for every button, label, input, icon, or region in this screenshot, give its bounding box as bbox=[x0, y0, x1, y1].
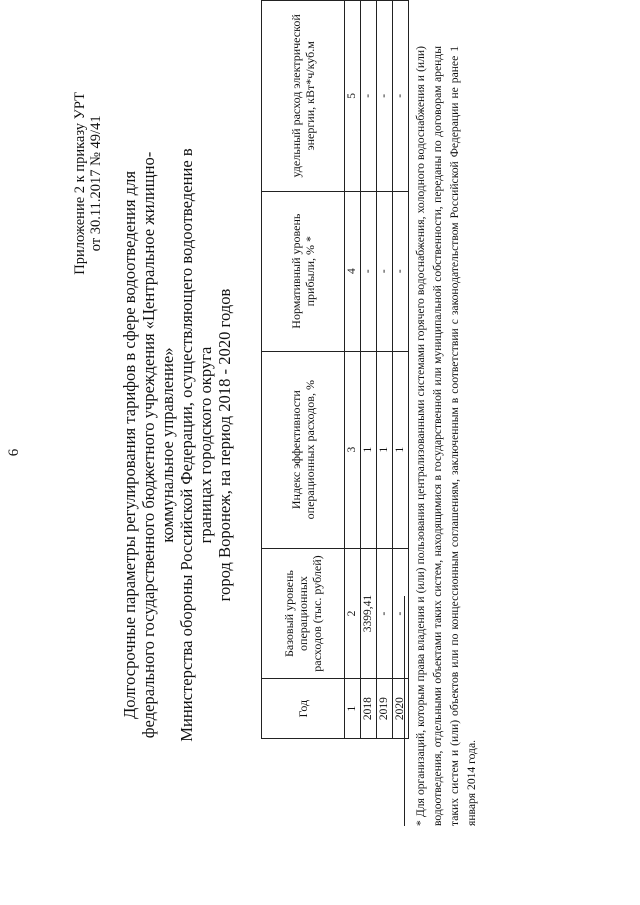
table-header-row bbox=[262, 1, 345, 739]
heading-line-4: город Воронеж, на период 2018 - 2020 годов bbox=[215, 288, 234, 602]
footnote-text: * Для организаций, которым права владения и (или) пользования централизованными системами горячего водоснабжения, холодного водоснабжения и (или) водоотведения, отдельными объектами таких систем, находящимися в государственной или муниципальной собственности, переданы по договорам аренды таких систем и (или) объектов или по концессионным соглашениям, заключенным в соответствии с законодательством Российской Федерации не ранее 1 января 2014 года. bbox=[414, 46, 478, 826]
header-year: Год bbox=[262, 679, 345, 739]
table-cell: 2020 bbox=[393, 679, 409, 739]
table-cell: - bbox=[393, 191, 409, 351]
table-cell: 1 bbox=[345, 679, 361, 739]
table-cell: 1 bbox=[393, 351, 409, 548]
appendix-reference bbox=[72, 92, 104, 275]
document-heading bbox=[120, 125, 234, 765]
table-cell: - bbox=[361, 191, 377, 351]
header-efficiency-index: Индекс эффективности операционных расходов, % bbox=[262, 351, 345, 548]
appendix-line-2: от 30.11.2017 № 49/41 bbox=[88, 115, 104, 252]
table-cell: 4 bbox=[345, 191, 361, 351]
table-cell: - bbox=[377, 191, 393, 351]
table-cell: - bbox=[377, 548, 393, 679]
heading-line-2: федерального государственного бюджетного учреждения «Центральное жилищно-коммунальное управление» bbox=[139, 151, 177, 739]
table-cell: 1 bbox=[361, 351, 377, 548]
table-cell: 3399,41 bbox=[361, 548, 377, 679]
table-cell: 1 bbox=[377, 351, 393, 548]
heading-line-3: Министерства обороны Российской Федерации, осуществляющего водоотведение в границах городского округа bbox=[177, 148, 215, 742]
table-row bbox=[361, 1, 377, 739]
header-energy-consumption: удельный расход электрической энергии, кВт*ч/куб.м bbox=[262, 1, 345, 192]
footnote-separator bbox=[404, 596, 405, 826]
table-cell: - bbox=[393, 1, 409, 192]
table-row bbox=[377, 1, 393, 739]
table-cell: - bbox=[361, 1, 377, 192]
header-profit-level: Нормативный уровень прибыли, % * bbox=[262, 191, 345, 351]
table-cell: 2019 bbox=[377, 679, 393, 739]
table-cell: 2018 bbox=[361, 679, 377, 739]
heading-line-1: Долгосрочные параметры регулирования тарифов в сфере водоотведения для bbox=[120, 170, 139, 720]
table-cell: - bbox=[377, 1, 393, 192]
table-cell: - bbox=[393, 548, 409, 679]
tariff-parameters-table bbox=[261, 0, 409, 739]
header-base-opex: Базовый уровень операционных расходов (тыс. рублей) bbox=[262, 548, 345, 679]
table-cell: 2 bbox=[345, 548, 361, 679]
table-cell: 3 bbox=[345, 351, 361, 548]
table-row bbox=[345, 1, 361, 739]
table-row bbox=[393, 1, 409, 739]
page-number: 6 bbox=[6, 448, 22, 457]
table-cell: 5 bbox=[345, 1, 361, 192]
appendix-line-1: Приложение 2 к приказу УРТ bbox=[72, 92, 88, 275]
